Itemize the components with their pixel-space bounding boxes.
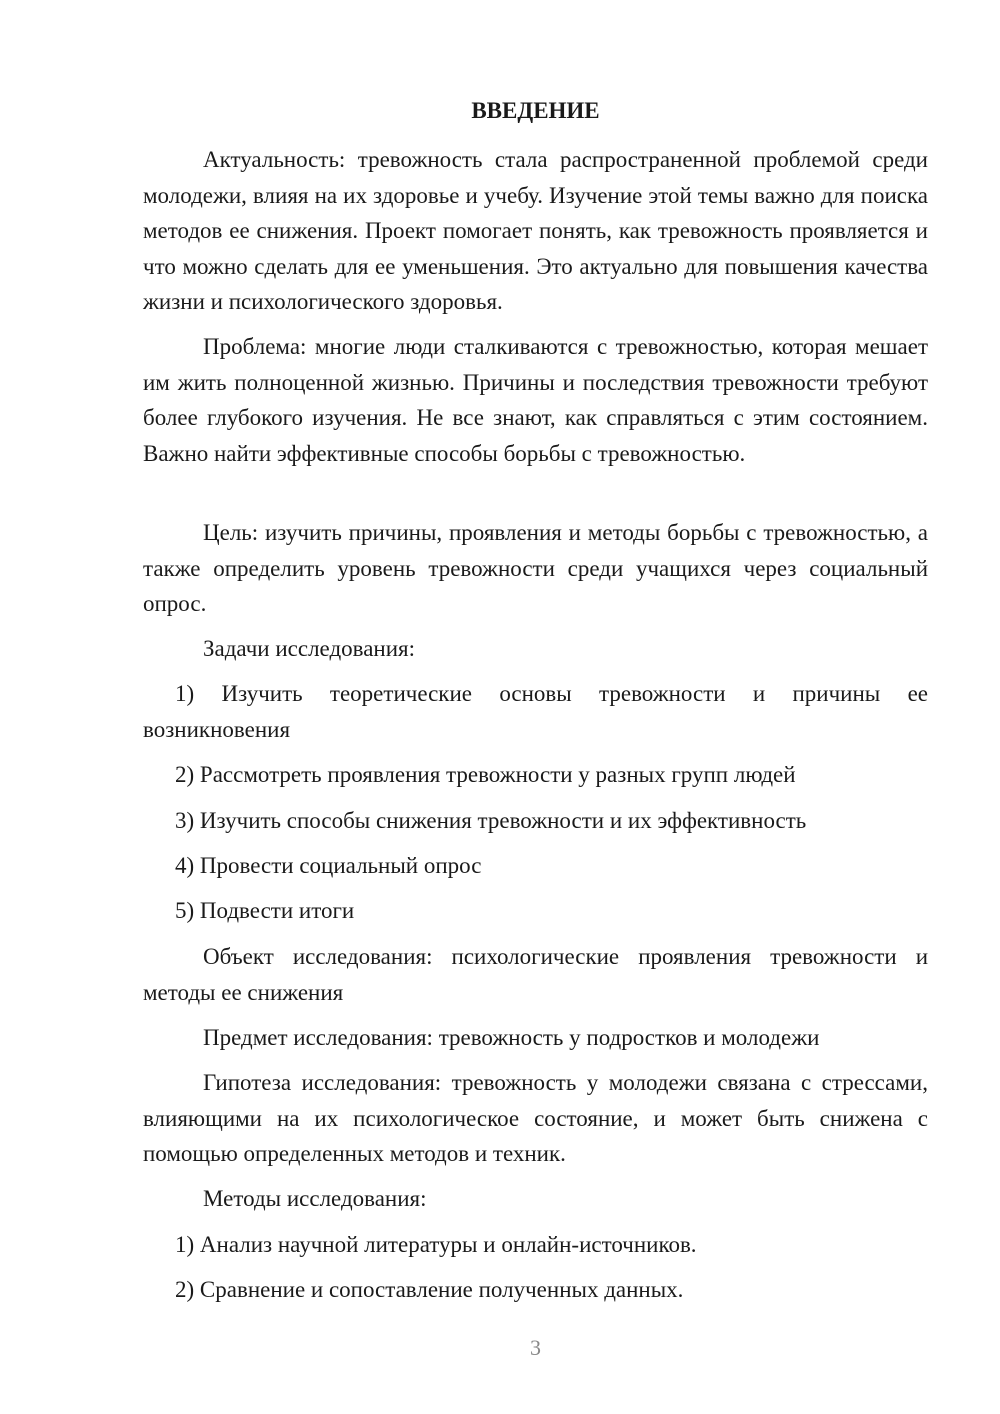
relevance-paragraph: Актуальность: тревожность стала распространенной проблемой среди молодежи, влияя на их здоровье и учебу. Изучение этой темы важно для поиска методов ее снижения. Проект помогает понять, как тревожность проявляется и что можно сделать для ее уменьшения. Это актуально для повышения качества жизни и психологического здоровья. — [143, 147, 928, 314]
hypothesis-paragraph: Гипотеза исследования: тревожность у молодежи связана с стрессами, влияющими на их психологическое состояние, и может быть снижена с помощью определенных методов и техник. — [143, 1070, 928, 1166]
page-number: 3 — [530, 1335, 541, 1360]
goal-paragraph: Цель: изучить причины, проявления и методы борьбы с тревожностью, а также определить уровень тревожности среди учащихся через социальный опрос. — [143, 520, 928, 616]
tasks-title: Задачи исследования: — [203, 636, 416, 661]
subject-paragraph: Предмет исследования: тревожность у подростков и молодежи — [203, 1025, 820, 1050]
method-item-1: 1) Анализ научной литературы и онлайн-источников. — [175, 1232, 697, 1257]
method-item-2: 2) Сравнение и сопоставление полученных данных. — [175, 1277, 684, 1302]
task-item-2: 2) Рассмотреть проявления тревожности у разных групп людей — [175, 762, 796, 787]
task-item-1: 1) Изучить теоретические основы тревожности и причины ее возникновения — [143, 681, 928, 742]
task-item-5: 5) Подвести итоги — [175, 898, 355, 923]
task-item-3: 3) Изучить способы снижения тревожности и их эффективность — [175, 808, 807, 833]
section-heading: ВВЕДЕНИЕ — [471, 98, 600, 123]
methods-title: Методы исследования: — [203, 1186, 427, 1211]
task-item-4: 4) Провести социальный опрос — [175, 853, 482, 878]
object-paragraph: Объект исследования: психологические проявления тревожности и методы ее снижения — [143, 944, 928, 1005]
problem-paragraph: Проблема: многие люди сталкиваются с тревожностью, которая мешает им жить полноценной жизнью. Причины и последствия тревожности требуют более глубокого изучения. Не все знают, как справляться с этим состоянием. Важно найти эффективные способы борьбы с тревожностью. — [143, 334, 928, 466]
